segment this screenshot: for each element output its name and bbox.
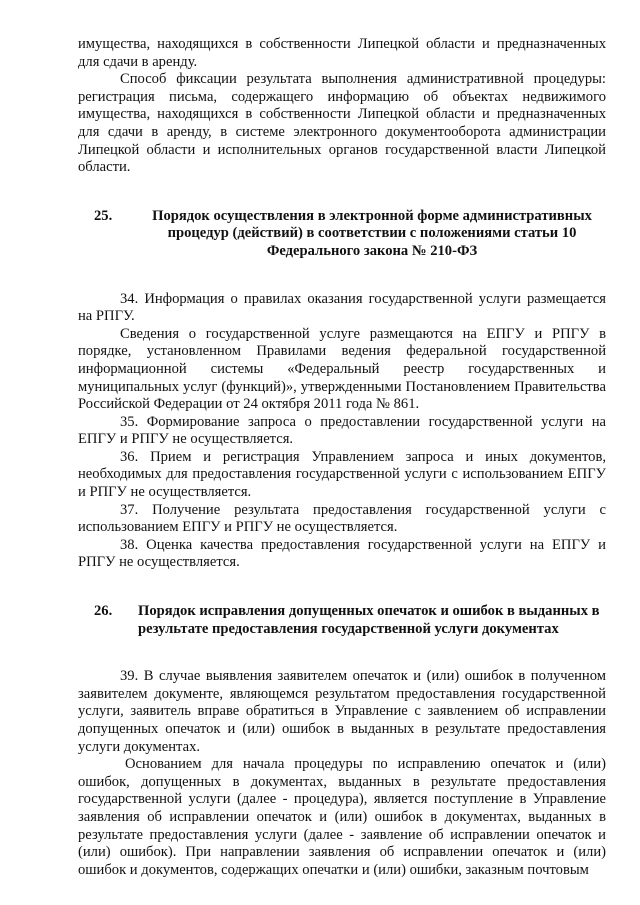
paragraph-36: 36. Прием и регистрация Управлением запроса и иных документов, необходимых для предоставления государственной услуги с использованием ЕПГУ и РПГУ не осуществляется. (78, 448, 606, 501)
section-25-heading (78, 208, 606, 261)
section-26-heading (78, 603, 606, 638)
paragraph-38: 38. Оценка качества предоставления государственной услуги на ЕПГУ и РПГУ не осуществляется. (78, 536, 606, 571)
paragraph-39: 39. В случае выявления заявителем опечаток и (или) ошибок в полученном заявителем документе, являющемся результатом предоставления государственной услуги, заявитель вправе обратиться в Управление с заявлением об исправлении допущенных опечаток и (или) ошибок в выданных в результате предоставления услуги документах. (78, 668, 606, 755)
section-25-number: 25. (94, 207, 113, 224)
paragraph-intro-end: имущества, находящихся в собственности Липецкой области и предназначенных для сдачи в аренду. (78, 36, 606, 70)
document-body (78, 36, 606, 879)
section-25-title: Порядок осуществления в электронной форме административных процедур (действий) в соответствии с положениями статьи 10 Федерального закона № 210-ФЗ (152, 207, 592, 259)
paragraph-34: 34. Информация о правилах оказания государственной услуги размещается на РПГУ. (78, 290, 606, 325)
paragraph-fixation: Способ фиксации результата выполнения административной процедуры: регистрация письма, содержащего информацию об объектах недвижимого имущества, находящихся в собственности Липецкой области и предназначенных для сдачи в аренду, в системе электронного документооборота администрации Липецкой области и исполнительных органов государственной власти Липецкой области. (78, 71, 606, 176)
section-26-number: 26. (94, 603, 113, 620)
paragraph-39-basis: Основанием для начала процедуры по исправлению опечаток и (или) ошибок, допущенных в документах, выданных в результате предоставления государственной услуги (далее - процедура), является поступление в Управление заявления об исправлении опечаток и (или) ошибок в документах, выданных в результате предоставления услуги (далее - заявление об исправлении опечаток и (или) ошибок). При направлении заявления об исправлении опечаток и (или) ошибок и документов, содержащих опечатки и (или) ошибки, заказным почтовым (78, 756, 606, 878)
paragraph-34-info: Сведения о государственной услуге размещаются на ЕПГУ и РПГУ в порядке, установленном Правилами ведения федеральной государственной информационной системы «Федеральный реестр государственных и муниципальных услуг (функций)», утвержденными Постановлением Правительства Российской Федерации от 24 октября 2011 года № 861. (78, 325, 606, 413)
section-26-title: Порядок исправления допущенных опечаток и ошибок в выданных в результате предоставления государственной услуги документах (138, 603, 600, 637)
paragraph-35: 35. Формирование запроса о предоставлении государственной услуги на ЕПГУ и РПГУ не осуществляется. (78, 413, 606, 448)
paragraph-37: 37. Получение результата предоставления государственной услуги с использованием ЕПГУ и РПГУ не осуществляется. (78, 501, 606, 536)
